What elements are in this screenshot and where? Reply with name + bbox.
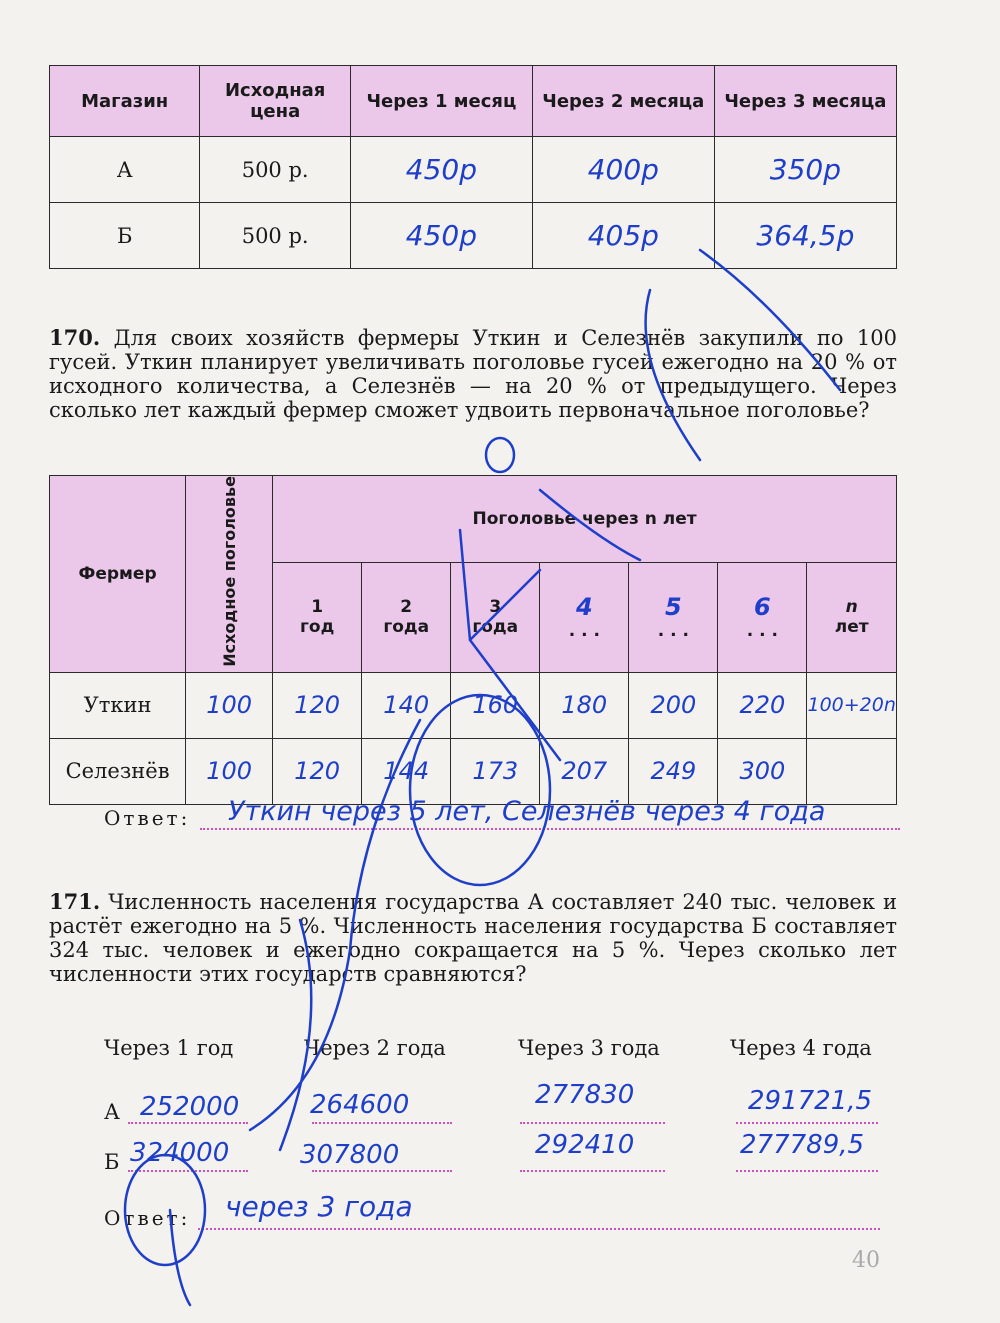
handwritten-value: 400р	[532, 137, 714, 203]
price-cell: 500 р.	[200, 203, 351, 269]
handwritten-value: 200	[629, 672, 718, 738]
answer-label: Ответ:	[104, 806, 191, 830]
row-label-b: Б	[104, 1150, 120, 1174]
handwritten-value: 144	[362, 738, 451, 804]
year-n: 3	[489, 597, 502, 618]
year-unit: . . .	[746, 621, 778, 642]
shop-cell: Б	[50, 203, 200, 269]
problem-text: Для своих хозяйств фермеры Уткин и Селезнёв закупили по 100 гусей. Уткин планирует увеличивать поголовье гусей ежегодно на 20 % от исходного количества, а Селезнёв — на 20 % от предыдущего. Через сколько лет каждый фермер сможет удвоить первоначальное поголовье?	[49, 326, 897, 422]
problem-number: 170.	[49, 325, 101, 350]
header-3-years: Через 3 года	[518, 1036, 660, 1060]
year-n: 1	[311, 597, 324, 618]
handwritten-value: 252000	[140, 1092, 240, 1122]
scribble-stroke	[250, 720, 420, 1130]
price-cell: 500 р.	[200, 137, 351, 203]
handwritten-value: 405р	[532, 203, 714, 269]
handwritten-value: 292410	[535, 1130, 635, 1160]
handwritten-value: 450р	[350, 137, 532, 203]
scribble-circle	[125, 1155, 205, 1265]
handwritten-value: 100+20n	[807, 672, 897, 738]
handwritten-value: 180	[540, 672, 629, 738]
problem-number: 171.	[49, 889, 101, 914]
year-n: 4	[575, 593, 593, 622]
farmer-name: Селезнёв	[50, 738, 186, 804]
handwritten-value: 220	[718, 672, 807, 738]
answer-handwritten: через 3 года	[225, 1190, 413, 1223]
handwritten-value: 173	[451, 738, 540, 804]
year-unit: лет	[834, 617, 869, 638]
handwritten-value: 100	[186, 672, 273, 738]
handwritten-value: 324000	[130, 1138, 230, 1168]
handwritten-value: 120	[273, 738, 362, 804]
shop-cell: А	[50, 137, 200, 203]
scribble-stroke	[646, 290, 700, 460]
header-2-years: Через 2 года	[304, 1036, 446, 1060]
header-shop: Магазин	[50, 66, 200, 137]
handwritten-value: 120	[273, 672, 362, 738]
year-n: 6	[754, 593, 771, 622]
header-1-year: Через 1 год	[104, 1036, 234, 1060]
scribble-stroke	[280, 920, 311, 1150]
scribble-circle	[486, 438, 514, 472]
year-n: 2	[400, 597, 413, 618]
scribble-stroke	[460, 530, 560, 760]
year-unit: год	[300, 617, 335, 638]
handwritten-value: 249	[629, 738, 718, 804]
farmer-name: Уткин	[50, 672, 186, 738]
year-n: 5	[665, 593, 682, 622]
header-farmer: Фермер	[50, 476, 186, 673]
handwritten-value: 364,5р	[714, 203, 896, 269]
answer-label: Ответ:	[104, 1206, 191, 1230]
scribble-circle	[410, 695, 550, 885]
handwritten-value: 291721,5	[748, 1086, 873, 1116]
header-month-2: Через 2 месяца	[532, 66, 714, 137]
scribble-stroke	[540, 490, 640, 560]
handwritten-value: 140	[362, 672, 451, 738]
handwritten-value: 350р	[714, 137, 896, 203]
year-unit: года	[472, 617, 519, 638]
handwritten-value: 277830	[535, 1080, 635, 1110]
handwritten-value: 264600	[310, 1090, 410, 1120]
handwritten-value: 100	[186, 738, 273, 804]
problem-text: Численность населения государства А составляет 240 тыс. человек и растёт ежегодно на 5 %. Численность населения государства Б составляет 324 тыс. человек и ежегодно сокращается на 5 %. Через сколько лет численности этих государств сравняются?	[49, 890, 897, 986]
handwritten-value: 277789,5	[740, 1130, 865, 1160]
page-number: 40	[852, 1248, 880, 1273]
year-unit: . . .	[568, 621, 600, 642]
year-unit: . . .	[657, 621, 689, 642]
handwritten-value: 207	[540, 738, 629, 804]
header-group: Поголовье через n лет	[273, 476, 897, 563]
handwritten-value: 450р	[350, 203, 532, 269]
handwritten-value: 160	[451, 672, 540, 738]
scribble-stroke	[700, 250, 840, 390]
header-month-1: Через 1 месяц	[350, 66, 532, 137]
year-n: n	[845, 597, 858, 618]
year-unit: года	[383, 617, 430, 638]
answer-handwritten: Уткин через 5 лет, Селезнёв через 4 года	[228, 796, 826, 827]
header-initial-text: Исходное поголовье	[219, 476, 239, 667]
handwritten-value: 307800	[300, 1140, 400, 1170]
scribble-stroke	[470, 570, 540, 640]
handwritten-value: 300	[718, 738, 807, 804]
header-4-years: Через 4 года	[730, 1036, 872, 1060]
row-label-a: А	[104, 1100, 120, 1124]
header-month-3: Через 3 месяца	[714, 66, 896, 137]
header-initial-price: Исходная цена	[200, 66, 351, 137]
